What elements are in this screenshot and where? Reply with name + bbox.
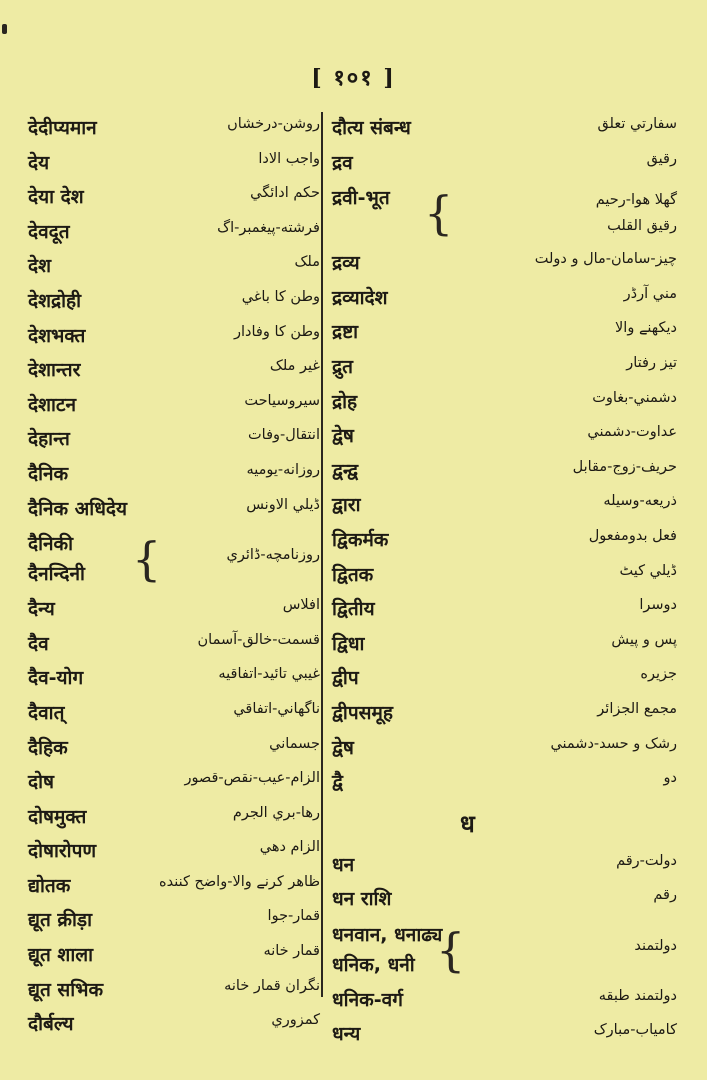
urdu-meaning: روشن-درخشاں	[227, 116, 320, 132]
urdu-meaning: وطن کا وفادار	[234, 323, 320, 340]
dictionary-entry	[332, 284, 677, 319]
dictionary-entry	[28, 529, 320, 595]
urdu-meaning: قمار خانه	[263, 943, 320, 960]
dictionary-entry	[28, 976, 320, 1011]
grouping-brace: {	[436, 922, 466, 977]
dictionary-entry	[28, 252, 320, 287]
grouping-brace: {	[132, 532, 162, 587]
dictionary-entry	[332, 561, 677, 596]
hindi-headword: दैनिक	[28, 462, 69, 485]
hindi-headword: देशाटन	[28, 393, 77, 416]
dictionary-entry	[28, 699, 320, 734]
dictionary-entry	[28, 287, 320, 322]
dictionary-entry	[332, 388, 677, 423]
urdu-meaning: فعل بدومفعول	[588, 527, 677, 544]
urdu-meaning: دوسرا	[639, 597, 677, 614]
dictionary-entry	[332, 734, 677, 769]
dictionary-entry	[28, 425, 320, 460]
hindi-headword: देदीप्यमान	[28, 117, 97, 139]
urdu-meaning: رقم	[653, 887, 677, 904]
hindi-headword: देय	[28, 151, 50, 174]
hindi-headword: द्रुत	[332, 355, 353, 378]
hindi-headword: द्योतक	[28, 874, 71, 897]
hindi-headword: दैन्य	[28, 598, 55, 621]
dictionary-entry	[332, 353, 677, 388]
urdu-meaning: نگران قمار خانه	[224, 977, 320, 994]
hindi-headword: द्वेष	[332, 425, 354, 448]
urdu-meaning: انتقال-وفات	[248, 427, 320, 444]
urdu-meaning: گهلا هوا-رحيم رقيق القلب	[595, 192, 677, 235]
urdu-meaning: قسمت-خالق-آسمان	[197, 631, 320, 648]
column-divider	[321, 112, 323, 997]
dictionary-entry	[28, 460, 320, 495]
urdu-meaning: دو	[663, 770, 677, 787]
urdu-meaning: سيروسياحت	[244, 392, 320, 409]
urdu-meaning: حريف-زوج-مقابل	[572, 458, 677, 475]
dictionary-entry	[332, 491, 677, 526]
ink-mark	[2, 24, 7, 34]
hindi-headword: द्यूत सभिक	[28, 978, 104, 1001]
urdu-meaning: افلاس	[282, 597, 320, 614]
section-letter: ध	[460, 809, 475, 838]
urdu-meaning: واجب الادا	[258, 150, 320, 167]
hindi-headword: द्रवी-भूत	[332, 187, 390, 210]
dictionary-entry	[332, 526, 677, 561]
dictionary-entry	[332, 1020, 677, 1055]
urdu-meaning: کمزوري	[271, 1012, 320, 1029]
dictionary-entry	[28, 872, 320, 907]
hindi-headword: द्विधा	[332, 632, 365, 655]
urdu-meaning: ڈيلي الاونس	[246, 496, 320, 513]
dictionary-entry	[332, 768, 677, 803]
page-number: [ १०१ ]	[311, 65, 396, 91]
hindi-headword: द्रव्यादेश	[332, 286, 388, 309]
urdu-meaning: قمار-جوا	[267, 908, 320, 925]
dictionary-entry	[28, 183, 320, 218]
dictionary-entry	[332, 318, 677, 353]
dictionary-entry	[332, 595, 677, 630]
urdu-meaning: رها-بري الجرم	[232, 804, 320, 821]
urdu-meaning: الزام دهي	[259, 839, 320, 856]
dictionary-entry	[28, 218, 320, 253]
dictionary-entry	[28, 768, 320, 803]
urdu-meaning: غير ملک	[269, 358, 320, 375]
hindi-headword: द्रव	[332, 151, 353, 174]
dictionary-entry	[28, 941, 320, 976]
hindi-headword: द्रष्टा	[332, 321, 359, 344]
urdu-meaning: جزيره	[640, 666, 677, 683]
urdu-meaning: ڈيلي کيٹ	[619, 562, 677, 579]
dictionary-entry	[28, 356, 320, 391]
dictionary-entry	[332, 183, 677, 249]
urdu-meaning: ظاهر کرنے والا-واضح کننده	[159, 873, 320, 890]
urdu-meaning: جسماني	[269, 735, 320, 752]
hindi-headword: देश	[28, 255, 52, 278]
hindi-headword: द्यूत क्रीड़ा	[28, 909, 93, 932]
urdu-meaning: دولتمند	[634, 937, 677, 954]
urdu-meaning: ملک	[294, 254, 320, 271]
urdu-meaning: وطن کا باغي	[241, 288, 320, 305]
urdu-meaning: ذريعه-وسيله	[603, 493, 677, 510]
urdu-meaning: ديکهنے والا	[615, 320, 677, 337]
hindi-headword: द्वितीय	[332, 598, 375, 621]
hindi-headword: धनवान, धनाढ्य धनिक, धनी	[332, 923, 443, 976]
urdu-meaning: سفارتي تعلق	[597, 116, 677, 132]
urdu-meaning: پس و پيش	[611, 631, 677, 648]
hindi-headword: द्विकर्मक	[332, 528, 389, 551]
urdu-meaning: رشک و حسد-دشمني	[550, 735, 677, 752]
urdu-meaning: حکم ادائگي	[250, 185, 320, 202]
dictionary-entry	[28, 630, 320, 665]
urdu-meaning: الزام-عيب-نقص-قصور	[184, 770, 320, 787]
grouping-brace: {	[424, 186, 454, 241]
dictionary-entry	[28, 906, 320, 941]
urdu-meaning: چيز-سامان-مال و دولت	[534, 251, 677, 268]
urdu-meaning: دولت-رقم	[616, 852, 677, 869]
urdu-meaning: دولتمند طبقه	[598, 987, 677, 1004]
hindi-headword: दौर्बल्य	[28, 1013, 74, 1036]
hindi-headword: देशद्रोही	[28, 289, 82, 312]
hindi-headword: द्वेष	[332, 736, 354, 759]
dictionary-entry	[28, 803, 320, 838]
hindi-headword: द्यूत शाला	[28, 944, 94, 967]
hindi-headword: दैवात्	[28, 701, 65, 724]
hindi-headword: दैहिक	[28, 736, 68, 759]
dictionary-entry	[28, 664, 320, 699]
dictionary-entry	[332, 149, 677, 184]
hindi-headword: द्वीप	[332, 667, 359, 690]
hindi-headword: देशान्तर	[28, 359, 81, 382]
hindi-headword: धन राशि	[332, 888, 392, 911]
dictionary-entry	[332, 986, 677, 1021]
dictionary-entry	[332, 885, 677, 920]
hindi-headword: देया देश	[28, 186, 84, 209]
hindi-headword: देशभक्त	[28, 324, 86, 347]
dictionary-entry	[332, 249, 677, 284]
hindi-headword: द्वै	[332, 771, 343, 794]
hindi-headword: दैव	[28, 632, 49, 655]
hindi-headword: देहान्त	[28, 428, 70, 451]
hindi-headword: द्वन्द्व	[332, 459, 359, 482]
hindi-headword: द्रव्य	[332, 252, 360, 275]
urdu-meaning: مجمع الجزائر	[597, 700, 677, 717]
hindi-headword: द्वारा	[332, 494, 361, 517]
hindi-headword: दोषमुक्त	[28, 805, 87, 828]
dictionary-entry	[28, 114, 320, 149]
urdu-meaning: روزنامچه-ڈائري	[226, 547, 320, 564]
hindi-headword: द्वितक	[332, 563, 374, 586]
dictionary-entry	[332, 851, 677, 886]
urdu-meaning: دشمني-بغاوت	[592, 389, 677, 406]
hindi-headword: देवदूत	[28, 220, 70, 243]
hindi-headword: धनिक-वर्ग	[332, 988, 403, 1011]
urdu-meaning: تيز رفتار	[626, 354, 677, 371]
dictionary-entry	[332, 630, 677, 665]
hindi-headword: दैनिकी दैनन्दिनी	[28, 533, 85, 586]
urdu-meaning: مني آرڈر	[623, 285, 677, 302]
hindi-headword: दैनिक अधिदेय	[28, 497, 127, 520]
section-heading	[332, 803, 677, 851]
urdu-meaning: روزانه-يوميه	[246, 461, 320, 478]
hindi-headword: दोष	[28, 771, 54, 794]
hindi-headword: धन्य	[332, 1023, 361, 1046]
dictionary-entry	[28, 391, 320, 426]
hindi-headword: दैव-योग	[28, 667, 84, 690]
dictionary-entry	[28, 1010, 320, 1045]
right-column	[332, 114, 677, 1055]
dictionary-entry	[28, 595, 320, 630]
urdu-meaning: عداوت-دشمني	[587, 424, 677, 441]
urdu-meaning: رقيق	[646, 150, 677, 167]
dictionary-entry	[28, 837, 320, 872]
dictionary-entry	[332, 664, 677, 699]
dictionary-entry	[28, 734, 320, 769]
hindi-headword: दौत्य संबन्ध	[332, 117, 411, 139]
hindi-headword: द्वीपसमूह	[332, 701, 393, 724]
hindi-headword: धन	[332, 853, 355, 876]
dictionary-entry	[28, 149, 320, 184]
dictionary-entry	[332, 699, 677, 734]
urdu-meaning: ناگهاني-اتفاقي	[233, 700, 320, 717]
hindi-headword: दोषारोपण	[28, 840, 97, 863]
dictionary-entry	[332, 920, 677, 986]
urdu-meaning: فرشته-پيغمبر-اگ	[217, 219, 320, 236]
dictionary-entry	[28, 495, 320, 530]
urdu-meaning: کامياب-مبارک	[593, 1022, 677, 1039]
dictionary-entry	[28, 322, 320, 357]
urdu-meaning: غيبي تائيد-اتفاقيه	[218, 666, 320, 683]
dictionary-entry	[332, 422, 677, 457]
dictionary-entry	[332, 114, 677, 149]
left-column	[28, 114, 320, 1045]
dictionary-entry	[332, 457, 677, 492]
hindi-headword: द्रोह	[332, 390, 358, 413]
